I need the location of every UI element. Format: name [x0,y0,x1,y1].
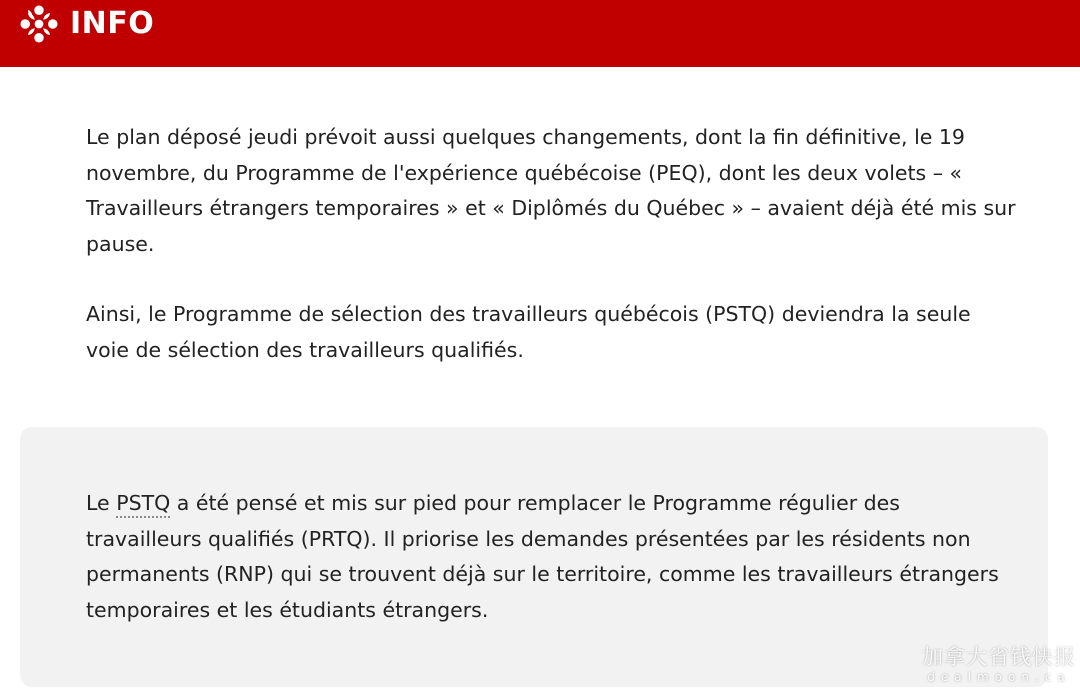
watermark-sub: dealmoon.ca [927,670,1071,684]
callout-text-rest: a été pensé et mis sur pied pour remplacer le Programme régulier des travailleurs qualifiés (PRTQ). Il priorise les demandes présentées par les résidents non permanents (RNP) qui se trouvent déjà sur le territoire, comme les travailleurs étrangers temporaires et les étudiants étrangers. [86,491,999,622]
callout-paragraph [86,486,1016,628]
callout-text-start: Le [86,491,117,515]
article-paragraph: Ainsi, le Programme de sélection des travailleurs québécois (PSTQ) deviendra la seule voie de sélection des travailleurs qualifiés. [86,302,971,362]
watermark [922,644,1076,684]
brand-link[interactable] [20,5,154,43]
watermark-main: 加拿大省钱快报 [922,645,1076,669]
cbc-gem-icon [20,5,58,43]
article-paragraph: Le plan déposé jeudi prévoit aussi quelques changements, dont la fin définitive, le 19 novembre, du Programme de l'expérience québécoise (PEQ), dont les deux volets – « Travailleurs étrangers temporaires » et « Diplômés du Québec » – avaient déjà été mis sur pause. [86,125,1016,256]
abbreviation-pstq[interactable]: PSTQ [116,491,171,515]
brand-text: INFO [70,6,155,41]
site-header [0,0,1080,67]
